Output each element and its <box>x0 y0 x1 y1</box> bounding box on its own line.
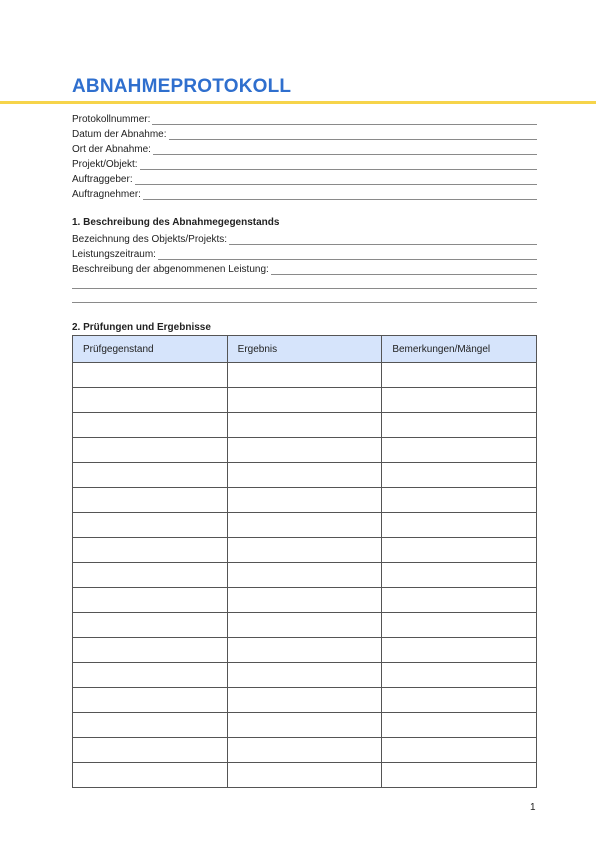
field-auftraggeber[interactable] <box>72 173 537 186</box>
table-cell[interactable] <box>227 588 382 613</box>
table-cell[interactable] <box>382 713 537 738</box>
field-leistungszeitraum[interactable] <box>72 248 537 261</box>
section-1-heading: 1. Beschreibung des Abnahmegegenstands <box>72 217 280 228</box>
table-cell[interactable] <box>73 438 228 463</box>
table-row <box>73 488 537 513</box>
field-label: Projekt/Objekt: <box>72 159 138 170</box>
field-label: Leistungszeitraum: <box>72 249 156 260</box>
field-label: Datum der Abnahme: <box>72 129 167 140</box>
table-row <box>73 563 537 588</box>
field-beschreibung[interactable] <box>72 263 537 276</box>
table-body <box>73 363 537 788</box>
table-cell[interactable] <box>382 663 537 688</box>
table-cell[interactable] <box>73 563 228 588</box>
table-row <box>73 688 537 713</box>
table-cell[interactable] <box>73 388 228 413</box>
fill-line[interactable] <box>143 199 537 200</box>
table-cell[interactable] <box>227 488 382 513</box>
table-cell[interactable] <box>73 638 228 663</box>
fill-line[interactable] <box>229 244 537 245</box>
fill-line[interactable] <box>152 124 537 125</box>
table-cell[interactable] <box>73 463 228 488</box>
table-cell[interactable] <box>382 488 537 513</box>
table-cell[interactable] <box>73 613 228 638</box>
table-cell[interactable] <box>382 413 537 438</box>
field-protokollnummer[interactable] <box>72 113 537 126</box>
fill-line[interactable] <box>271 274 537 275</box>
table-row <box>73 538 537 563</box>
table-cell[interactable] <box>73 513 228 538</box>
table-cell[interactable] <box>227 613 382 638</box>
table-cell[interactable] <box>73 413 228 438</box>
table-cell[interactable] <box>227 713 382 738</box>
table-cell[interactable] <box>227 413 382 438</box>
table-row <box>73 713 537 738</box>
table-row <box>73 763 537 788</box>
table-cell[interactable] <box>73 538 228 563</box>
table-cell[interactable] <box>227 363 382 388</box>
document-title: ABNAHMEPROTOKOLL <box>72 76 292 97</box>
table-cell[interactable] <box>382 388 537 413</box>
table-header-row <box>73 336 537 363</box>
fill-line[interactable] <box>158 259 537 260</box>
table-cell[interactable] <box>73 363 228 388</box>
table-cell[interactable] <box>73 763 228 788</box>
column-header: Prüfgegenstand <box>73 336 228 363</box>
field-bezeichnung[interactable] <box>72 233 537 246</box>
section-2-heading: 2. Prüfungen und Ergebnisse <box>72 322 211 333</box>
table-cell[interactable] <box>382 738 537 763</box>
field-auftragnehmer[interactable] <box>72 188 537 201</box>
table-cell[interactable] <box>227 538 382 563</box>
column-header: Ergebnis <box>227 336 382 363</box>
table-row <box>73 513 537 538</box>
field-datum[interactable] <box>72 128 537 141</box>
table-cell[interactable] <box>227 438 382 463</box>
table-row <box>73 413 537 438</box>
table-row <box>73 638 537 663</box>
table-cell[interactable] <box>227 663 382 688</box>
fill-line[interactable] <box>135 184 537 185</box>
table-cell[interactable] <box>382 588 537 613</box>
table-cell[interactable] <box>73 663 228 688</box>
table-row <box>73 463 537 488</box>
table-cell[interactable] <box>227 513 382 538</box>
table-cell[interactable] <box>73 588 228 613</box>
table-row <box>73 588 537 613</box>
field-label: Beschreibung der abgenommenen Leistung: <box>72 264 269 275</box>
fill-line[interactable] <box>140 169 537 170</box>
table-row <box>73 388 537 413</box>
table-cell[interactable] <box>73 488 228 513</box>
field-label: Bezeichnung des Objekts/Projekts: <box>72 234 228 245</box>
field-ort[interactable] <box>72 143 537 156</box>
column-header: Bemerkungen/Mängel <box>382 336 537 363</box>
table-row <box>73 438 537 463</box>
table-cell[interactable] <box>73 688 228 713</box>
table-cell[interactable] <box>227 388 382 413</box>
fill-line[interactable] <box>169 139 538 140</box>
table-cell[interactable] <box>227 563 382 588</box>
table-cell[interactable] <box>227 638 382 663</box>
field-label: Protokollnummer: <box>72 114 151 125</box>
table-row <box>73 738 537 763</box>
table-cell[interactable] <box>382 638 537 663</box>
field-projekt[interactable] <box>72 158 537 171</box>
page-number: 1 <box>530 802 536 813</box>
table-cell[interactable] <box>382 613 537 638</box>
table-cell[interactable] <box>382 363 537 388</box>
table-cell[interactable] <box>73 713 228 738</box>
table-cell[interactable] <box>382 463 537 488</box>
field-label: Auftragnehmer: <box>72 189 141 200</box>
field-label: Auftraggeber: <box>72 174 133 185</box>
title-accent-bar <box>0 101 596 104</box>
fill-line[interactable] <box>153 154 537 155</box>
blank-line[interactable] <box>72 302 537 303</box>
table-cell[interactable] <box>382 688 537 713</box>
field-label: Ort der Abnahme: <box>72 144 151 155</box>
table-row <box>73 663 537 688</box>
table-cell[interactable] <box>227 763 382 788</box>
table-cell[interactable] <box>227 738 382 763</box>
table-cell[interactable] <box>382 563 537 588</box>
table-cell[interactable] <box>382 538 537 563</box>
table-row <box>73 363 537 388</box>
table-row <box>73 613 537 638</box>
table-cell[interactable] <box>382 763 537 788</box>
table-cell[interactable] <box>382 438 537 463</box>
table-cell[interactable] <box>227 688 382 713</box>
table-cell[interactable] <box>382 513 537 538</box>
table-cell[interactable] <box>73 738 228 763</box>
blank-line[interactable] <box>72 288 537 289</box>
table-cell[interactable] <box>227 463 382 488</box>
results-table <box>72 335 537 788</box>
